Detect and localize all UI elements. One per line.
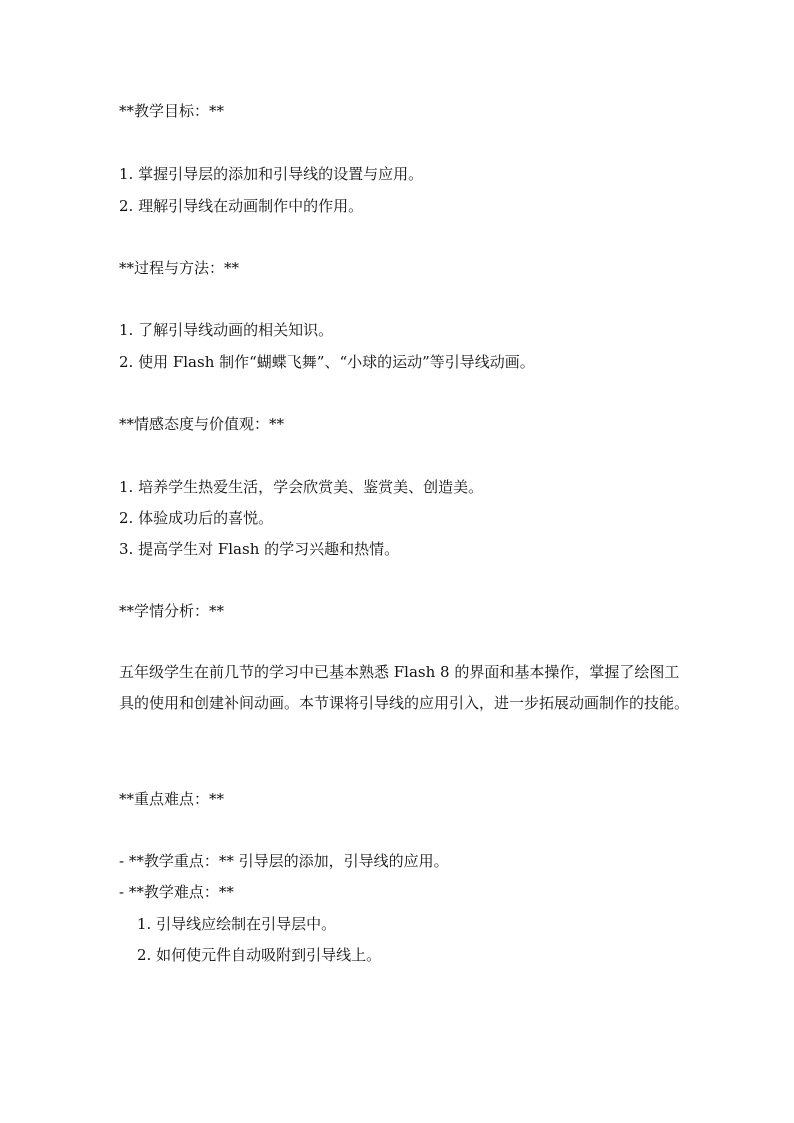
difficult-item-2: 2. 如何使元件自动吸附到引导线上。 [137,946,382,964]
key-point-line: - **教学重点：** 引导层的添加，引导线的应用。 [119,852,449,870]
objectives-item-2: 2. 理解引导线在动画制作中的作用。 [119,197,364,215]
process-item-2: 2. 使用 Flash 制作“蝴蝶飞舞”、“小球的运动”等引导线动画。 [119,353,535,371]
process-heading: **过程与方法：** [119,259,240,277]
analysis-paragraph: 五年级学生在前几节的学习中已基本熟悉 Flash 8 的界面和基本操作，掌握了绘图工具的使用和创建补间动画。本节课将引导线的应用引入，进一步拓展动画制作的技能。 [119,663,690,712]
emotion-item-1: 1. 培养学生热爱生活，学会欣赏美、鉴赏美、创造美。 [119,478,484,496]
objectives-heading: **教学目标：** [119,102,225,120]
keypoints-heading: **重点难点：** [119,790,225,808]
emotion-item-2: 2. 体验成功后的喜悦。 [119,509,274,527]
difficult-item-1: 1. 引导线应绘制在引导层中。 [137,915,337,933]
emotion-item-3: 3. 提高学生对 Flash 的学习兴趣和热情。 [119,540,400,558]
objectives-item-1: 1. 掌握引导层的添加和引导线的设置与应用。 [119,165,424,183]
analysis-heading: **学情分析：** [119,602,225,620]
process-item-1: 1. 了解引导线动画的相关知识。 [119,321,334,339]
emotion-heading: **情感态度与价值观：** [119,415,285,433]
difficult-point-label: - **教学难点：** [119,883,234,901]
